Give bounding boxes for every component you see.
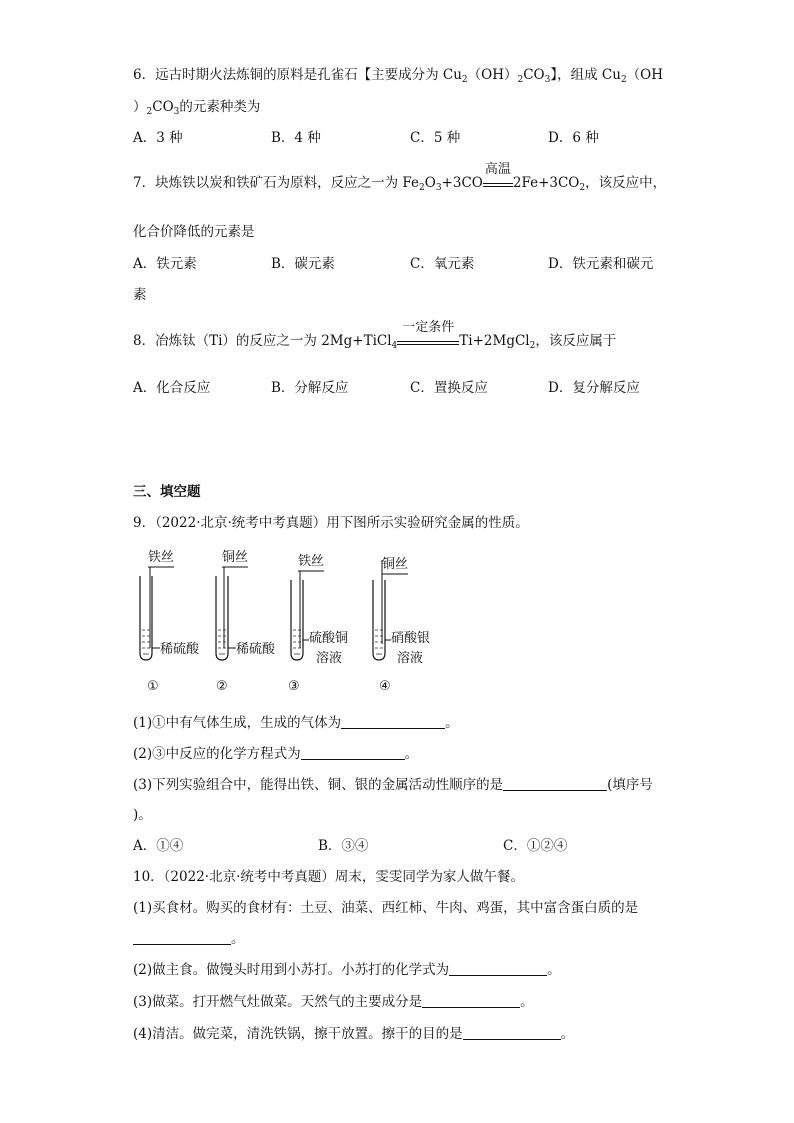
reaction-condition-arrow <box>397 320 459 345</box>
tube-2-number: ② <box>216 679 228 694</box>
q10-part2 <box>133 961 561 979</box>
q9-part3 <box>133 776 653 794</box>
q10-part4 <box>133 1025 574 1043</box>
q7-line1 <box>133 162 667 193</box>
sub: 3 <box>544 75 551 85</box>
q7-option-d-wrap: 素 <box>133 287 147 303</box>
q7-option-a: A．铁元素 <box>133 256 197 272</box>
q8-text: ，该反应属于 <box>535 333 617 349</box>
q6-option-b: B．4 种 <box>271 130 321 146</box>
test-tube-3 <box>288 553 348 694</box>
q8-text: Ti+2MgCl <box>459 333 530 349</box>
q7-text: O <box>424 175 436 191</box>
q10-text: (3)做菜。打开燃气灶做菜。天然气的主要成分是 <box>133 994 423 1010</box>
q8-option-d: D．复分解反应 <box>548 380 640 396</box>
answer-blank[interactable] <box>449 961 547 976</box>
tube-1-solution: 稀硫酸 <box>160 642 200 657</box>
q10-text: 。 <box>520 994 534 1010</box>
q6-line2 <box>133 98 260 116</box>
q9-part1 <box>133 714 459 732</box>
q7-text: ，该反应中， <box>585 175 667 191</box>
tube-3-solution-2: 溶液 <box>316 651 343 666</box>
reaction-condition-arrow <box>483 162 513 187</box>
q7-text: 2Fe+3CO <box>512 175 580 191</box>
sub: 4 <box>391 341 398 351</box>
test-tube-4 <box>373 556 430 694</box>
answer-blank[interactable] <box>463 1025 561 1040</box>
tube-glass <box>291 580 303 660</box>
q6-option-d: D．6 种 <box>548 130 599 146</box>
liquid-dashes <box>218 630 226 654</box>
answer-blank[interactable] <box>301 745 405 760</box>
q10-stem: 10．（2022·北京·统考中考真题）周末，雯雯同学为家人做午餐。 <box>133 869 524 885</box>
q9-part3-wrap: )。 <box>133 807 152 823</box>
q10-text: (2)做主食。做馒头时用到小苏打。小苏打的化学式为 <box>133 962 450 978</box>
sub: 2 <box>146 107 153 117</box>
tube-4-number: ④ <box>379 679 391 694</box>
q7-option-c: C．氧元素 <box>410 256 475 272</box>
q8-text: 8．冶炼钛（Ti）的反应之一为 2Mg+TiCl <box>133 333 392 349</box>
q9-text: (3)下列实验组合中，能得出铁、铜、银的金属活动性顺序的是 <box>133 777 504 793</box>
sub: 3 <box>173 107 180 117</box>
q6-option-c: C．5 种 <box>410 130 461 146</box>
q9-text: (填序号 <box>607 777 653 793</box>
reaction-condition: 一定条件 <box>402 320 455 335</box>
q9-option-c: C．①②④ <box>503 838 568 854</box>
q7-option-b: B．碳元素 <box>271 256 335 272</box>
tube-3-solution: 硫酸铜 <box>309 631 349 646</box>
q8-option-c: C．置换反应 <box>410 380 488 396</box>
q9-option-a: A．①④ <box>133 838 184 854</box>
q10-text: 。 <box>560 1026 575 1042</box>
q10-part1: (1)买食材。购买的食材有：土豆、油菜、西红柿、牛肉、鸡蛋，其中富含蛋白质的是 <box>133 900 639 916</box>
q6-text: 】，组成 Cu <box>550 67 621 83</box>
sub: 2 <box>620 75 627 85</box>
tube-4-solution-2: 溶液 <box>397 651 424 666</box>
tube-3-wire-label: 铁丝 <box>298 554 325 569</box>
q9-text: 。 <box>404 746 419 762</box>
q6-text: CO <box>152 99 174 115</box>
sub: 2 <box>579 183 586 193</box>
q6-line1 <box>133 66 663 84</box>
sub: 2 <box>517 75 524 85</box>
q10-part3 <box>133 993 534 1011</box>
tube-2-wire-label: 铜丝 <box>222 550 249 565</box>
q10-text: 。 <box>547 962 561 978</box>
q10-part1-wrap <box>133 930 245 948</box>
q9-text: (1)①中有气体生成，生成的气体为 <box>133 715 342 731</box>
reaction-condition: 高温 <box>484 162 511 177</box>
liquid-dashes <box>142 630 150 654</box>
q9-text: 。 <box>445 715 459 731</box>
test-tube-2 <box>216 549 276 694</box>
tube-1-wire-label: 铁丝 <box>148 550 175 565</box>
q9-option-b: B．③④ <box>318 838 369 854</box>
answer-blank[interactable] <box>503 776 607 791</box>
q9-text: (2)③中反应的化学方程式为 <box>133 746 301 762</box>
q7-text: +3CO <box>441 175 483 191</box>
tube-4-wire-label: 铜丝 <box>382 557 409 572</box>
q10-text: (4)清洁。做完菜，清洗铁锅，擦干放置。擦干的目的是 <box>133 1026 463 1042</box>
tube-glass <box>216 576 228 660</box>
q6-option-a: A．3 种 <box>133 130 183 146</box>
answer-blank[interactable] <box>341 714 445 729</box>
q6-text: （OH） <box>467 67 518 83</box>
q6-text: CO <box>523 67 545 83</box>
q7-option-d: D．铁元素和碳元 <box>548 256 654 272</box>
q9-part2 <box>133 745 418 763</box>
test-tube-diagram <box>130 548 450 698</box>
section-title: 三、填空题 <box>133 484 201 500</box>
answer-blank[interactable] <box>422 993 520 1008</box>
tube-3-number: ③ <box>288 679 300 694</box>
tube-glass <box>373 580 385 660</box>
q7-text: 7．块炼铁以炭和铁矿石为原料，反应之一为 Fe <box>133 175 419 191</box>
q10-text: 。 <box>231 931 245 947</box>
q8-option-b: B．分解反应 <box>271 380 349 396</box>
q9-stem: 9．（2022·北京·统考中考真题）用下图所示实验研究金属的性质。 <box>133 515 529 531</box>
q8-option-a: A．化合反应 <box>133 380 211 396</box>
q8-line1 <box>133 320 617 351</box>
tube-4-solution: 硝酸银 <box>391 631 431 646</box>
sub: 2 <box>529 341 536 351</box>
tube-2-solution: 稀硫酸 <box>236 642 276 657</box>
sub: 2 <box>419 183 425 193</box>
q6-text: 的元素种类为 <box>179 99 261 115</box>
q7-line2: 化合价降低的元素是 <box>133 224 255 240</box>
sub: 3 <box>435 183 442 193</box>
q6-text: ） <box>133 99 147 115</box>
q6-text: 6．远古时期火法炼铜的原料是孔雀石【主要成分为 Cu <box>133 67 462 83</box>
sub: 2 <box>461 75 468 85</box>
q6-text: （OH <box>626 67 664 83</box>
test-tube-1 <box>140 549 200 694</box>
tube-1-number: ① <box>147 679 159 694</box>
answer-blank[interactable] <box>133 930 231 945</box>
